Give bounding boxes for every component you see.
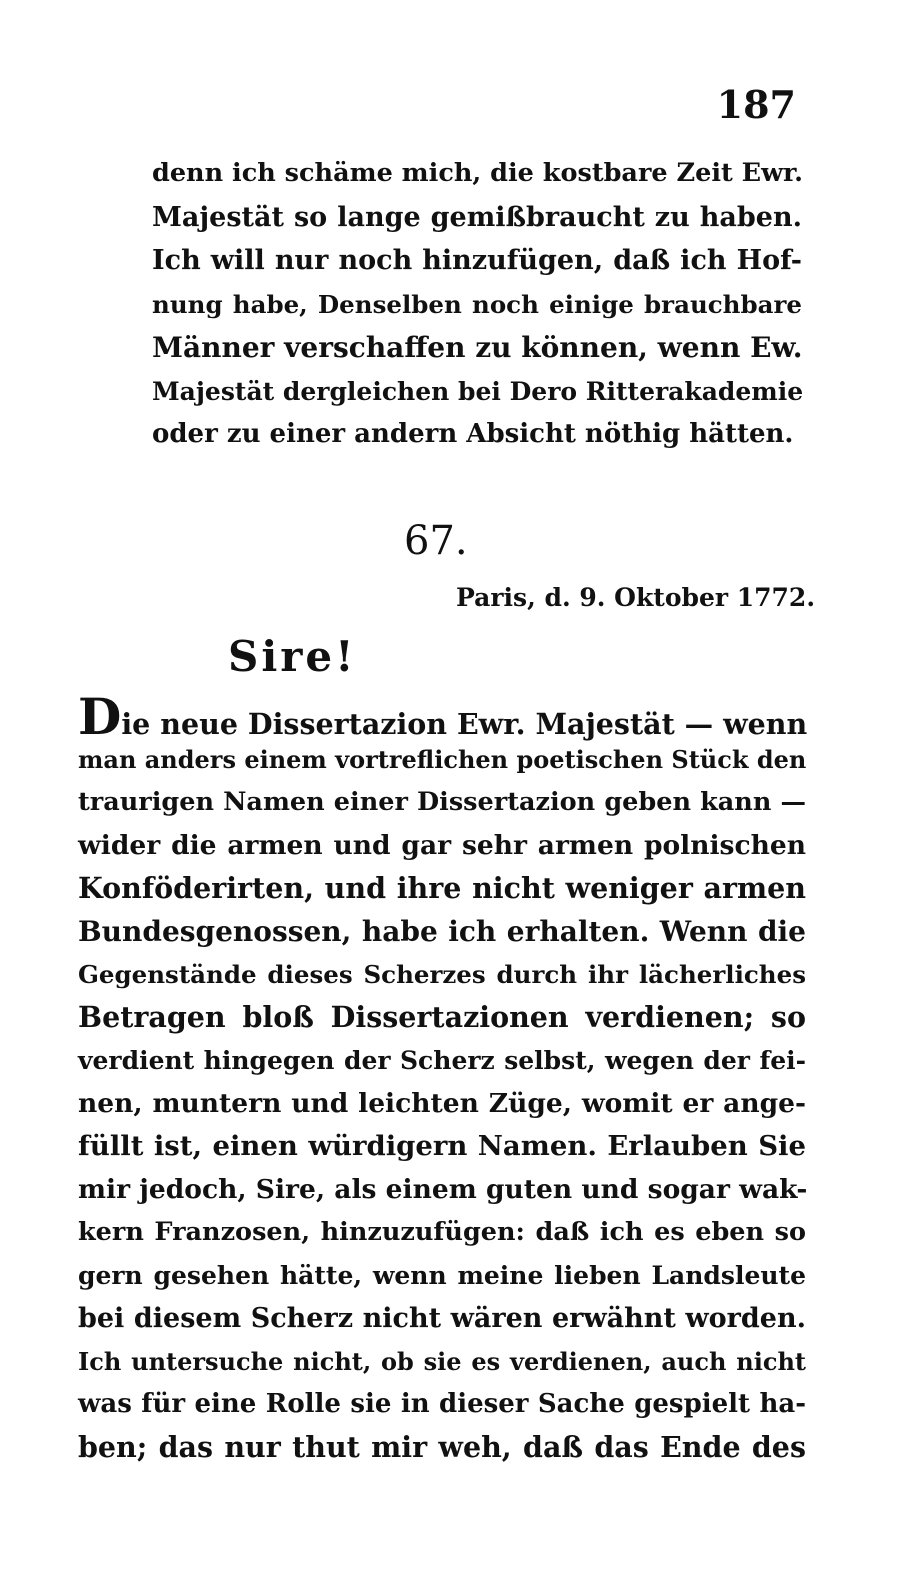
page-number: 187: [716, 82, 796, 127]
text-line: Ich will nur noch hinzufügen, daß ich Hof-: [152, 245, 802, 276]
text-line: Majestät dergleichen bei Dero Ritterakademie: [152, 376, 804, 406]
text-line: füllt ist, einen würdigern Namen. Erlauben Sie: [78, 1130, 806, 1162]
letter-body: [78, 687, 808, 1469]
text-line: man anders einem vortreflichen poetischen Stück den: [78, 745, 807, 774]
dateline: Paris, d. 9. Oktober 1772.: [456, 583, 816, 612]
text-line: Gegenstände dieses Scherzes durch ihr lächerliches: [78, 960, 806, 989]
text-line: ben; das nur thut mir weh, daß das Ende des: [78, 1430, 806, 1464]
text-line: nen, muntern und leichten Züge, womit er ange-: [78, 1088, 806, 1119]
text-line: Männer verschaffen zu können, wenn Ew.: [152, 331, 803, 364]
text-line: Konföderirten, und ihre nicht weniger armen: [78, 871, 806, 905]
text-line: Betragen bloß Dissertazionen verdienen; so: [78, 1000, 806, 1034]
text-line: wider die armen und gar sehr armen polnischen: [78, 830, 806, 861]
first-text-line: [78, 687, 808, 746]
text-line: Ich untersuche nicht, ob sie es verdienen, auch nicht: [78, 1347, 806, 1376]
salutation: Sire!: [228, 632, 357, 681]
text-line: gern gesehen hätte, wenn meine lieben Landsleute: [78, 1261, 806, 1290]
text-line: mir jedoch, Sire, als einem guten und sogar wak-: [78, 1174, 808, 1205]
text-line: nung habe, Denselben noch einige brauchbare: [152, 289, 802, 319]
text-line: traurigen Namen einer Dissertazion geben kann —: [78, 787, 806, 817]
letter-number: 67.: [404, 518, 468, 564]
text-line: oder zu einer andern Absicht nöthig hätten.: [152, 419, 794, 449]
text-line: verdient hingegen der Scherz selbst, wegen der fei-: [78, 1046, 806, 1075]
text-line: bei diesem Scherz nicht wären erwähnt worden.: [78, 1303, 806, 1334]
text-line: kern Franzosen, hinzuzufügen: daß ich es eben so: [78, 1217, 806, 1247]
text-line: denn ich schäme mich, die kostbare Zeit Ewr.: [152, 158, 804, 188]
first-line-text: ie neue Dissertazion Ewr. Majestät — wenn: [121, 707, 808, 741]
letter-closing-paragraph: [152, 152, 802, 457]
text-line: Majestät so lange gemißbraucht zu haben.: [152, 201, 802, 233]
text-line: was für eine Rolle sie in dieser Sache gespielt ha-: [78, 1389, 806, 1419]
initial-letter: D: [78, 687, 122, 746]
text-line: Bundesgenossen, habe ich erhalten. Wenn die: [78, 915, 806, 948]
